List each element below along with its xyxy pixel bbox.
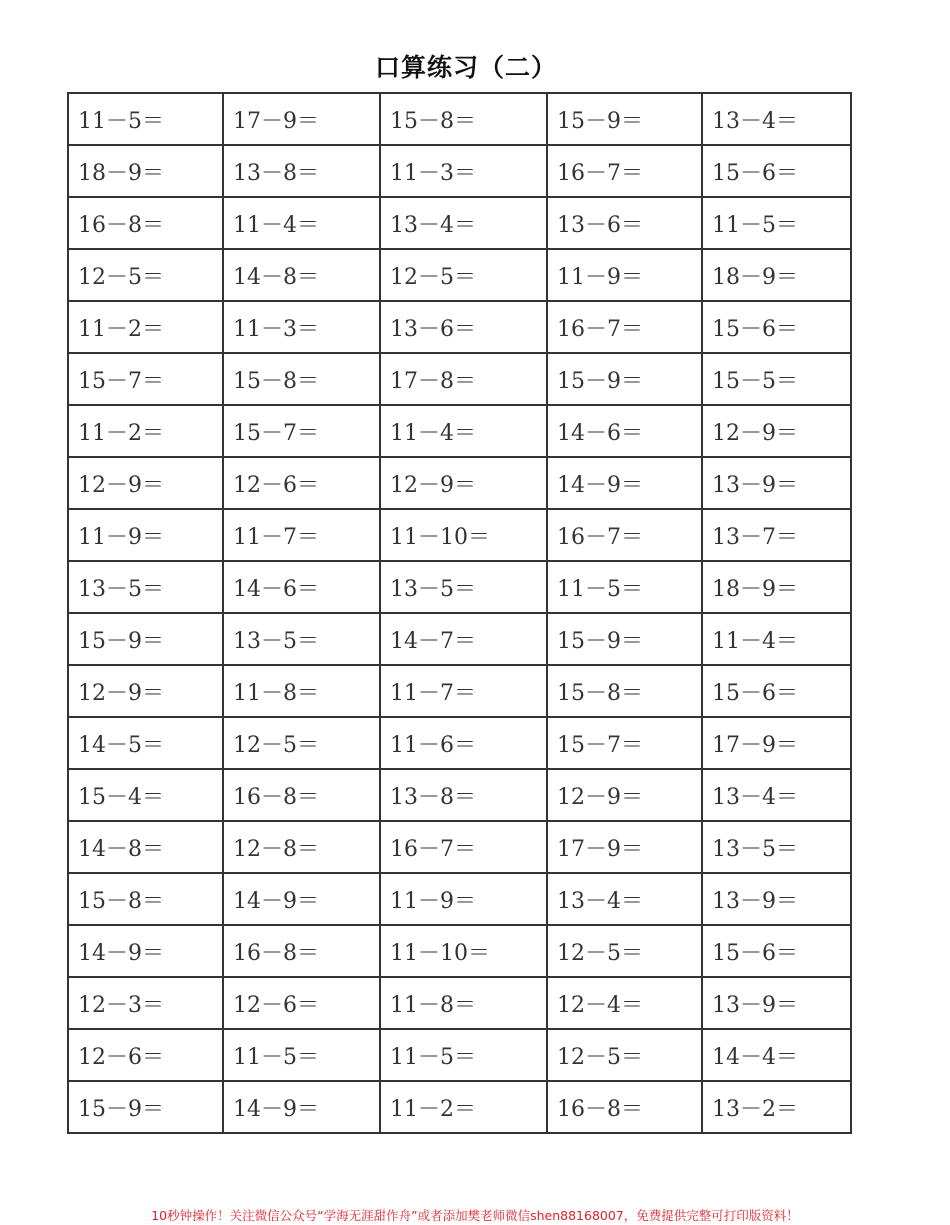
problem-cell: 11－5＝ [547, 561, 702, 613]
problem-cell: 14－9＝ [68, 925, 223, 977]
problem-cell: 11－2＝ [380, 1081, 547, 1133]
problem-cell: 15－6＝ [702, 665, 851, 717]
table-row [68, 1029, 851, 1081]
problem-cell: 12－8＝ [223, 821, 380, 873]
arithmetic-grid [67, 92, 852, 1134]
problem-cell: 15－8＝ [380, 93, 547, 145]
table-row [68, 457, 851, 509]
problem-cell: 12－6＝ [68, 1029, 223, 1081]
problem-cell: 14－9＝ [223, 873, 380, 925]
problem-cell: 12－9＝ [702, 405, 851, 457]
problem-cell: 13－6＝ [380, 301, 547, 353]
problem-cell: 13－8＝ [223, 145, 380, 197]
table-row [68, 197, 851, 249]
problem-cell: 12－9＝ [68, 665, 223, 717]
problem-cell: 12－5＝ [68, 249, 223, 301]
problem-cell: 15－8＝ [223, 353, 380, 405]
problem-cell: 15－7＝ [547, 717, 702, 769]
problem-cell: 11－8＝ [223, 665, 380, 717]
problem-cell: 13－7＝ [702, 509, 851, 561]
footer-notice: 10秒钟操作！关注微信公众号“学海无涯甜作舟”或者添加樊老师微信shen88168007，免费提供完整可打印版资料！ [151, 1208, 799, 1223]
problem-cell: 15－9＝ [547, 93, 702, 145]
problem-cell: 13－4＝ [547, 873, 702, 925]
problem-cell: 16－8＝ [223, 925, 380, 977]
problem-cell: 16－8＝ [547, 1081, 702, 1133]
table-row [68, 873, 851, 925]
problem-cell: 15－9＝ [547, 353, 702, 405]
problem-cell: 17－9＝ [702, 717, 851, 769]
problem-cell: 14－7＝ [380, 613, 547, 665]
problem-cell: 15－7＝ [223, 405, 380, 457]
table-row [68, 93, 851, 145]
problem-cell: 11－7＝ [223, 509, 380, 561]
problem-cell: 18－9＝ [702, 561, 851, 613]
problem-cell: 12－5＝ [223, 717, 380, 769]
problem-cell: 11－4＝ [380, 405, 547, 457]
problem-cell: 11－8＝ [380, 977, 547, 1029]
problem-cell: 15－8＝ [68, 873, 223, 925]
problem-cell: 13－5＝ [68, 561, 223, 613]
problem-cell: 18－9＝ [702, 249, 851, 301]
problem-cell: 11－7＝ [380, 665, 547, 717]
problem-cell: 14－9＝ [547, 457, 702, 509]
problem-cell: 11－6＝ [380, 717, 547, 769]
problem-cell: 13－8＝ [380, 769, 547, 821]
problem-cell: 13－5＝ [702, 821, 851, 873]
problem-cell: 12－5＝ [547, 1029, 702, 1081]
problem-cell: 12－5＝ [547, 925, 702, 977]
problem-cell: 14－8＝ [223, 249, 380, 301]
problem-cell: 11－10＝ [380, 925, 547, 977]
problem-cell: 14－6＝ [223, 561, 380, 613]
problem-cell: 12－4＝ [547, 977, 702, 1029]
problem-cell: 11－5＝ [68, 93, 223, 145]
problem-cell: 13－9＝ [702, 977, 851, 1029]
problem-cell: 17－9＝ [547, 821, 702, 873]
problem-cell: 11－3＝ [223, 301, 380, 353]
problem-cell: 14－9＝ [223, 1081, 380, 1133]
table-row [68, 769, 851, 821]
table-row [68, 353, 851, 405]
problem-cell: 13－9＝ [702, 873, 851, 925]
problem-cell: 12－9＝ [380, 457, 547, 509]
problem-cell: 13－5＝ [380, 561, 547, 613]
problem-cell: 16－7＝ [380, 821, 547, 873]
problem-cell: 11－3＝ [380, 145, 547, 197]
table-row [68, 509, 851, 561]
table-row [68, 925, 851, 977]
problem-cell: 17－8＝ [380, 353, 547, 405]
problem-cell: 12－3＝ [68, 977, 223, 1029]
problem-cell: 14－8＝ [68, 821, 223, 873]
problem-cell: 15－5＝ [702, 353, 851, 405]
table-row [68, 301, 851, 353]
problem-cell: 12－9＝ [547, 769, 702, 821]
table-row [68, 145, 851, 197]
problem-cell: 13－9＝ [702, 457, 851, 509]
table-row [68, 821, 851, 873]
problem-cell: 11－5＝ [223, 1029, 380, 1081]
problem-cell: 13－4＝ [380, 197, 547, 249]
table-row [68, 249, 851, 301]
problem-cell: 15－6＝ [702, 925, 851, 977]
problem-cell: 16－7＝ [547, 301, 702, 353]
problem-cell: 16－7＝ [547, 145, 702, 197]
problem-cell: 17－9＝ [223, 93, 380, 145]
problem-cell: 16－8＝ [68, 197, 223, 249]
problem-cell: 11－9＝ [68, 509, 223, 561]
problem-cell: 13－4＝ [702, 769, 851, 821]
table-row [68, 613, 851, 665]
problem-cell: 12－6＝ [223, 457, 380, 509]
table-row [68, 1081, 851, 1133]
problem-cell: 13－2＝ [702, 1081, 851, 1133]
problem-cell: 14－6＝ [547, 405, 702, 457]
table-row [68, 665, 851, 717]
table-row [68, 561, 851, 613]
problem-cell: 15－7＝ [68, 353, 223, 405]
problem-cell: 11－2＝ [68, 405, 223, 457]
problem-cell: 12－6＝ [223, 977, 380, 1029]
problem-cell: 11－4＝ [702, 613, 851, 665]
problem-cell: 12－5＝ [380, 249, 547, 301]
problem-cell: 11－5＝ [702, 197, 851, 249]
problem-cell: 11－4＝ [223, 197, 380, 249]
problem-cell: 15－9＝ [547, 613, 702, 665]
problem-cell: 13－6＝ [547, 197, 702, 249]
problem-cell: 15－9＝ [68, 613, 223, 665]
problem-cell: 11－5＝ [380, 1029, 547, 1081]
table-row [68, 717, 851, 769]
problem-cell: 15－9＝ [68, 1081, 223, 1133]
problem-cell: 16－8＝ [223, 769, 380, 821]
problem-cell: 13－4＝ [702, 93, 851, 145]
problem-cell: 14－4＝ [702, 1029, 851, 1081]
problem-cell: 15－8＝ [547, 665, 702, 717]
problem-cell: 15－6＝ [702, 301, 851, 353]
problem-cell: 11－10＝ [380, 509, 547, 561]
problem-cell: 16－7＝ [547, 509, 702, 561]
problem-cell: 15－4＝ [68, 769, 223, 821]
problem-cell: 12－9＝ [68, 457, 223, 509]
problem-cell: 18－9＝ [68, 145, 223, 197]
problem-cell: 13－5＝ [223, 613, 380, 665]
problem-cell: 15－6＝ [702, 145, 851, 197]
problem-cell: 11－9＝ [547, 249, 702, 301]
problem-cell: 14－5＝ [68, 717, 223, 769]
table-row [68, 405, 851, 457]
page-title: 口算练习（二） [374, 53, 557, 82]
problem-cell: 11－9＝ [380, 873, 547, 925]
table-row [68, 977, 851, 1029]
problem-cell: 11－2＝ [68, 301, 223, 353]
